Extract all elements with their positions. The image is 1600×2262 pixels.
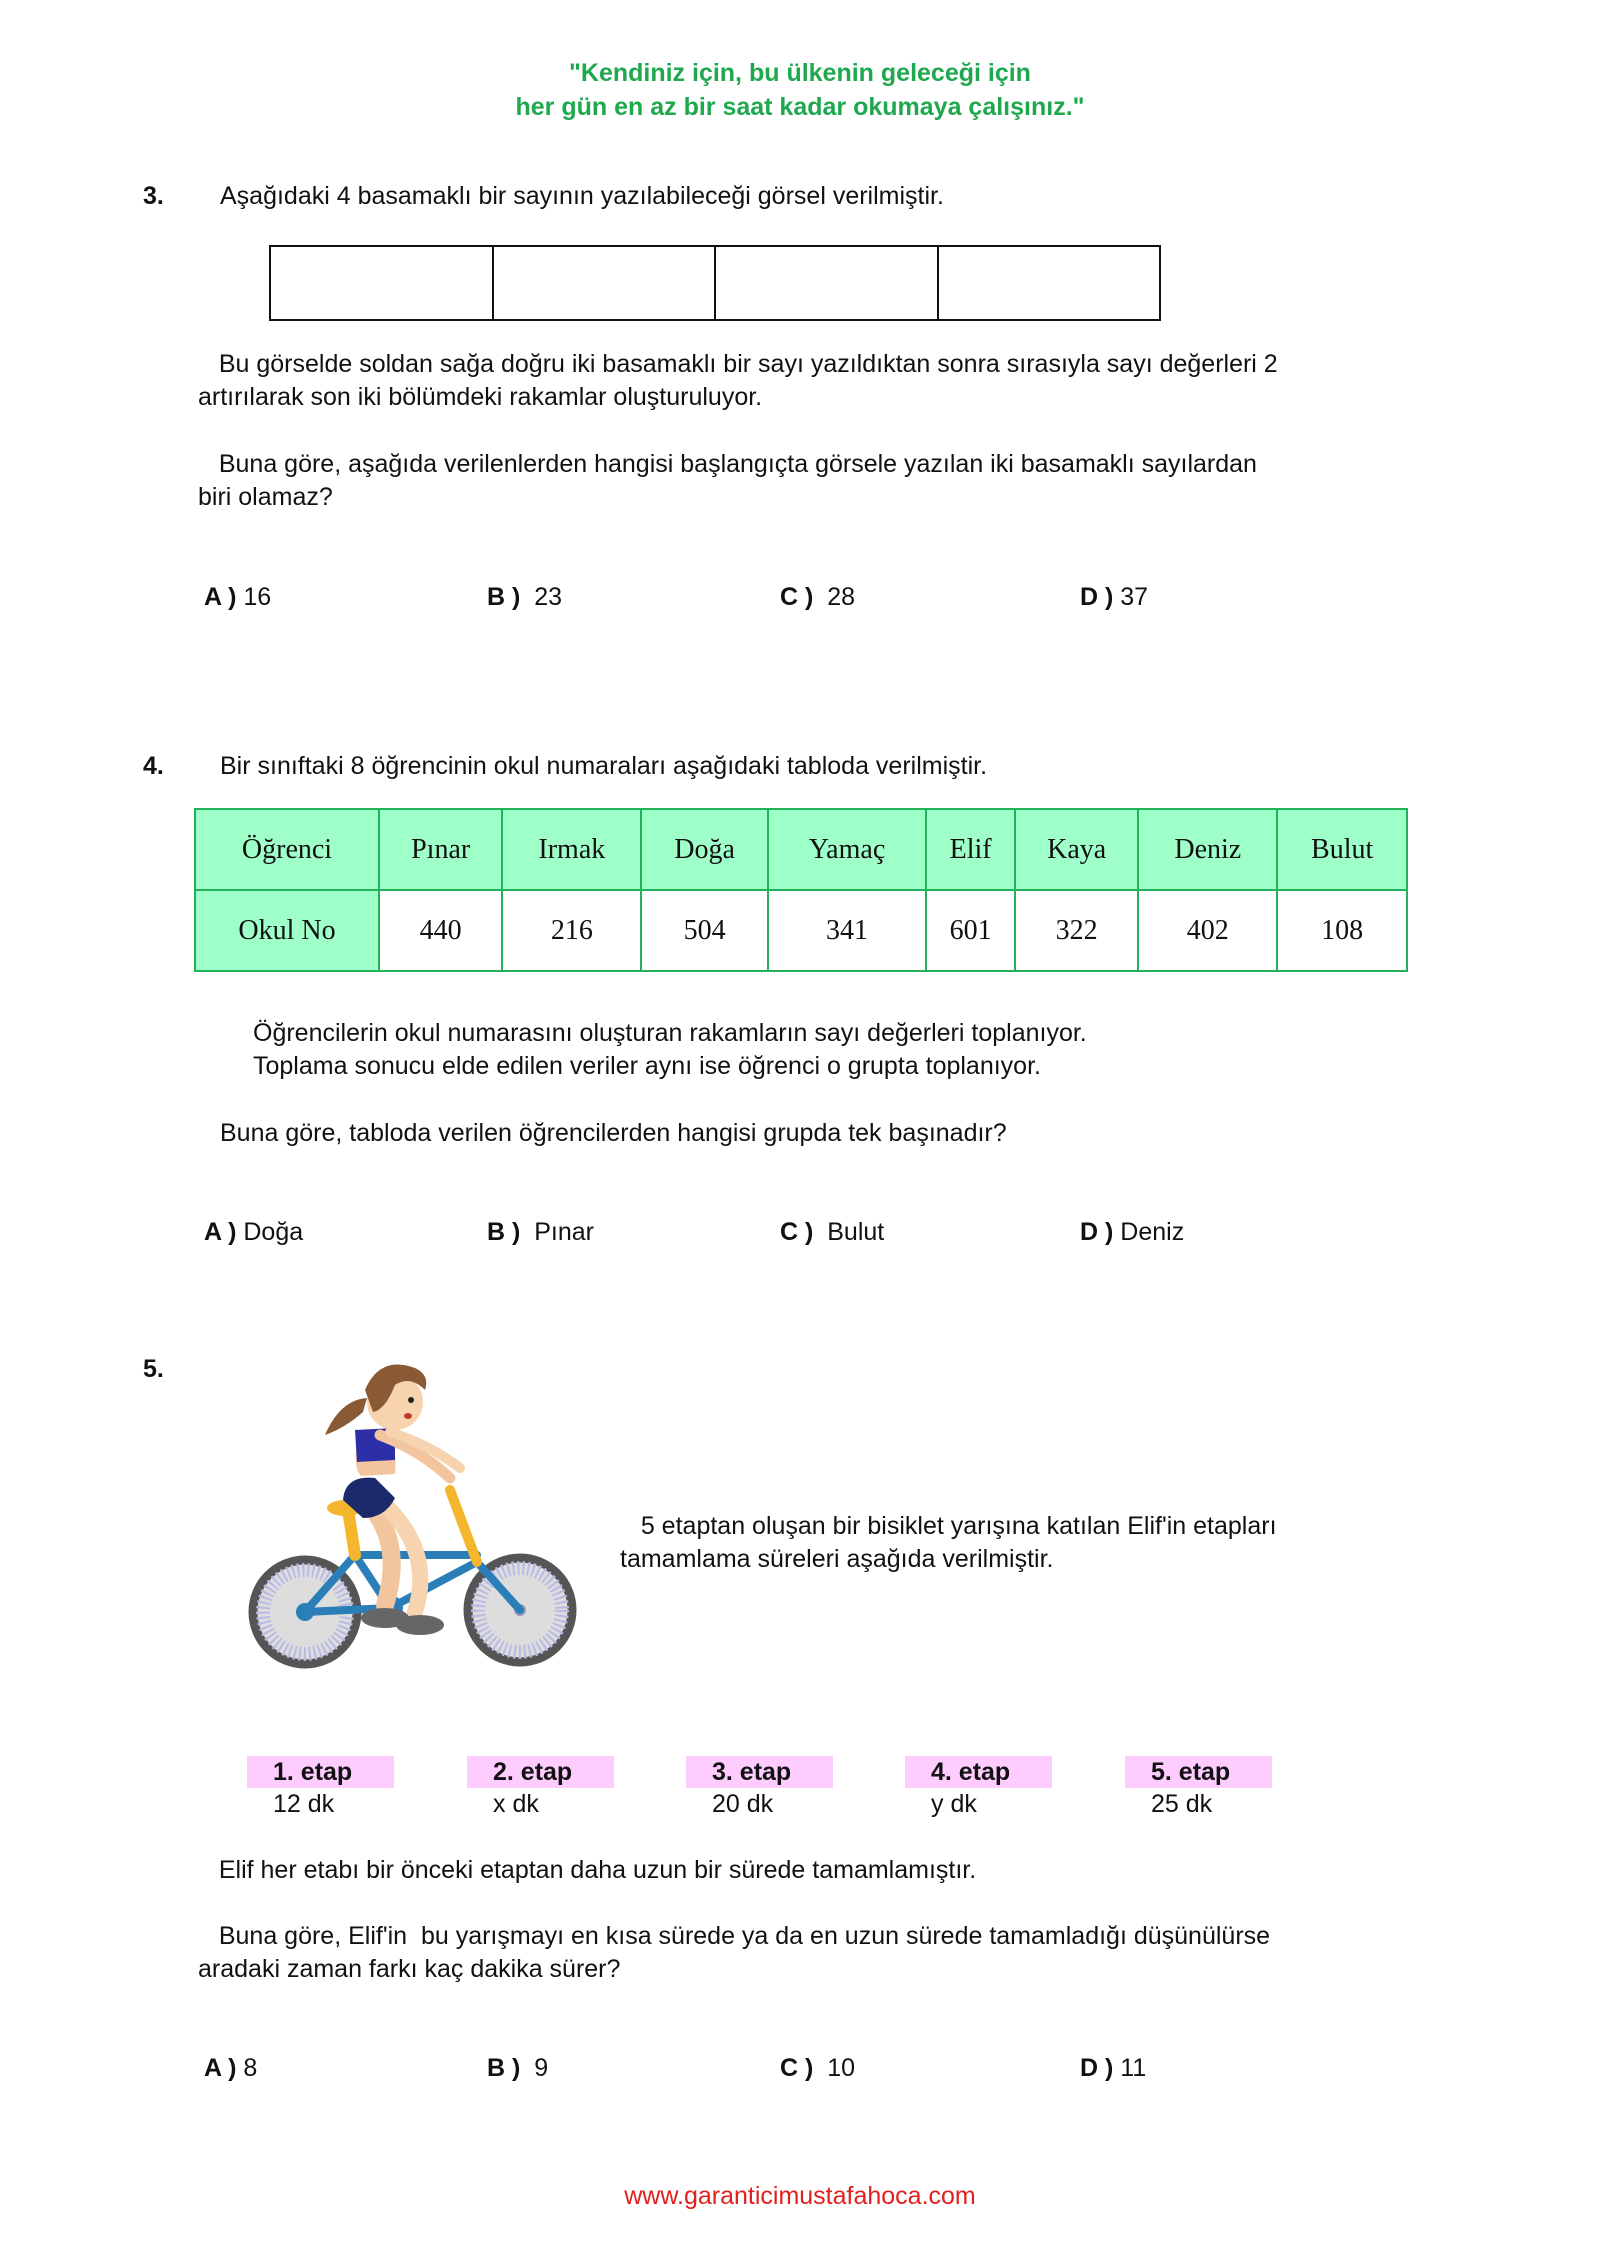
choice-b[interactable] <box>487 2054 548 2083</box>
choice-c[interactable] <box>780 583 855 612</box>
stage-1 <box>247 1756 394 1820</box>
info-line: Öğrencilerin okul numarasını oluşturan rakamların sayı değerleri toplanıyor. <box>253 1019 1087 1047</box>
choice-value: 28 <box>827 583 856 611</box>
choice-label: C ) <box>780 583 814 611</box>
choice-d[interactable] <box>1080 2054 1146 2083</box>
paragraph-line: artırılarak son iki bölümdeki rakamlar oluşturuluyor. <box>198 383 763 411</box>
motto-line-1: "Kendiniz için, bu ülkenin geleceği için <box>569 59 1031 87</box>
student-name-cell: Yamaç <box>768 809 926 890</box>
choice-label: C ) <box>780 2054 814 2082</box>
row-header: Okul No <box>195 890 379 971</box>
choice-c[interactable] <box>780 2054 855 2083</box>
stage-label: 3. etap <box>686 1756 833 1788</box>
stage-4 <box>905 1756 1052 1820</box>
question-prompt-line: Buna göre, Elif'in bu yarışmayı en kısa sürede ya da en uzun sürede tamamladığı düşünülürse <box>198 1922 1271 1950</box>
choice-b[interactable] <box>487 1218 594 1247</box>
row-header: Öğrenci <box>195 809 379 890</box>
choice-value: Deniz <box>1120 1218 1185 1246</box>
choice-label: A ) <box>204 583 237 611</box>
question-number: 4. <box>143 752 164 780</box>
student-number-table <box>194 808 1408 972</box>
choice-value: 37 <box>1120 583 1149 611</box>
school-number-cell: 341 <box>768 890 926 971</box>
choice-value: 23 <box>534 583 563 611</box>
choice-value: 9 <box>534 2054 549 2082</box>
choice-label: D ) <box>1080 2054 1114 2082</box>
choice-label: C ) <box>780 1218 814 1246</box>
school-number-cell: 504 <box>641 890 767 971</box>
table-row-students <box>195 809 1407 890</box>
choice-d[interactable] <box>1080 1218 1184 1247</box>
table-row-numbers <box>195 890 1407 971</box>
student-name-cell: Bulut <box>1277 809 1407 890</box>
choice-label: B ) <box>487 1218 521 1246</box>
student-name-cell: Irmak <box>502 809 641 890</box>
digit-box <box>939 247 1160 319</box>
student-name-cell: Elif <box>926 809 1015 890</box>
school-number-cell: 601 <box>926 890 1015 971</box>
question-number: 3. <box>143 182 164 210</box>
choice-b[interactable] <box>487 583 562 612</box>
choice-a[interactable] <box>204 2054 257 2083</box>
choice-a[interactable] <box>204 1218 303 1247</box>
stage-time: 12 dk <box>273 1790 335 1818</box>
choice-value: 8 <box>243 2054 258 2082</box>
stage-5 <box>1125 1756 1272 1820</box>
choice-value: 10 <box>827 2054 856 2082</box>
stage-3 <box>686 1756 833 1820</box>
info-line: Toplama sonucu elde edilen veriler aynı ise öğrenci o grupta toplanıyor. <box>253 1052 1041 1080</box>
stage-time: 25 dk <box>1151 1790 1213 1818</box>
paragraph-line: Bu görselde soldan sağa doğru iki basamaklı bir sayı yazıldıktan sonra sırasıyla sayı değerleri 2 <box>198 350 1278 378</box>
choice-label: B ) <box>487 583 521 611</box>
student-name-cell: Pınar <box>379 809 502 890</box>
question-prompt: Buna göre, tabloda verilen öğrencilerden hangisi grupda tek başınadır? <box>220 1119 1007 1147</box>
choice-label: D ) <box>1080 583 1114 611</box>
school-number-cell: 322 <box>1015 890 1138 971</box>
stage-label: 4. etap <box>905 1756 1052 1788</box>
stage-label: 1. etap <box>247 1756 394 1788</box>
school-number-cell: 440 <box>379 890 502 971</box>
choice-label: B ) <box>487 2054 521 2082</box>
motto-line-2: her gün en az bir saat kadar okumaya çalışınız." <box>515 93 1085 121</box>
school-number-cell: 216 <box>502 890 641 971</box>
digit-box <box>271 247 494 319</box>
stage-time: y dk <box>931 1790 977 1818</box>
footer-website-link[interactable]: www.garanticimustafahoca.com <box>624 2182 976 2210</box>
stage-2 <box>467 1756 614 1820</box>
intro-line: 5 etaptan oluşan bir bisiklet yarışına katılan Elif'in etapları <box>620 1512 1277 1540</box>
choice-label: A ) <box>204 1218 237 1246</box>
student-name-cell: Doğa <box>641 809 767 890</box>
question-prompt-line: aradaki zaman farkı kaç dakika sürer? <box>198 1955 621 1983</box>
question-prompt-line: biri olamaz? <box>198 483 333 511</box>
digit-box <box>716 247 939 319</box>
digit-box-grid <box>269 245 1161 321</box>
choice-d[interactable] <box>1080 583 1148 612</box>
stage-time: 20 dk <box>712 1790 774 1818</box>
school-number-cell: 108 <box>1277 890 1407 971</box>
question-stem: Aşağıdaki 4 basamaklı bir sayının yazılabileceği görsel verilmiştir. <box>220 182 944 210</box>
stage-label: 2. etap <box>467 1756 614 1788</box>
girl-riding-bicycle-illustration <box>245 1350 585 1670</box>
question-number: 5. <box>143 1355 164 1383</box>
choice-value: Doğa <box>243 1218 304 1246</box>
student-name-cell: Deniz <box>1138 809 1277 890</box>
choice-value: 16 <box>243 583 272 611</box>
school-number-cell: 402 <box>1138 890 1277 971</box>
choice-c[interactable] <box>780 1218 884 1247</box>
choice-value: 11 <box>1120 2054 1147 2082</box>
fact-line: Elif her etabı bir önceki etaptan daha uzun bir sürede tamamlamıştır. <box>198 1856 977 1884</box>
student-name-cell: Kaya <box>1015 809 1138 890</box>
choice-a[interactable] <box>204 583 271 612</box>
stage-label: 5. etap <box>1125 1756 1272 1788</box>
stage-time: x dk <box>493 1790 539 1818</box>
digit-box <box>494 247 717 319</box>
choice-label: D ) <box>1080 1218 1114 1246</box>
question-prompt-line: Buna göre, aşağıda verilenlerden hangisi başlangıçta görsele yazılan iki basamaklı sayılardan <box>198 450 1257 478</box>
choice-label: A ) <box>204 2054 237 2082</box>
intro-line: tamamlama süreleri aşağıda verilmiştir. <box>620 1545 1054 1573</box>
choice-value: Pınar <box>534 1218 594 1246</box>
choice-value: Bulut <box>827 1218 885 1246</box>
question-stem: Bir sınıftaki 8 öğrencinin okul numaraları aşağıdaki tabloda verilmiştir. <box>220 752 988 780</box>
